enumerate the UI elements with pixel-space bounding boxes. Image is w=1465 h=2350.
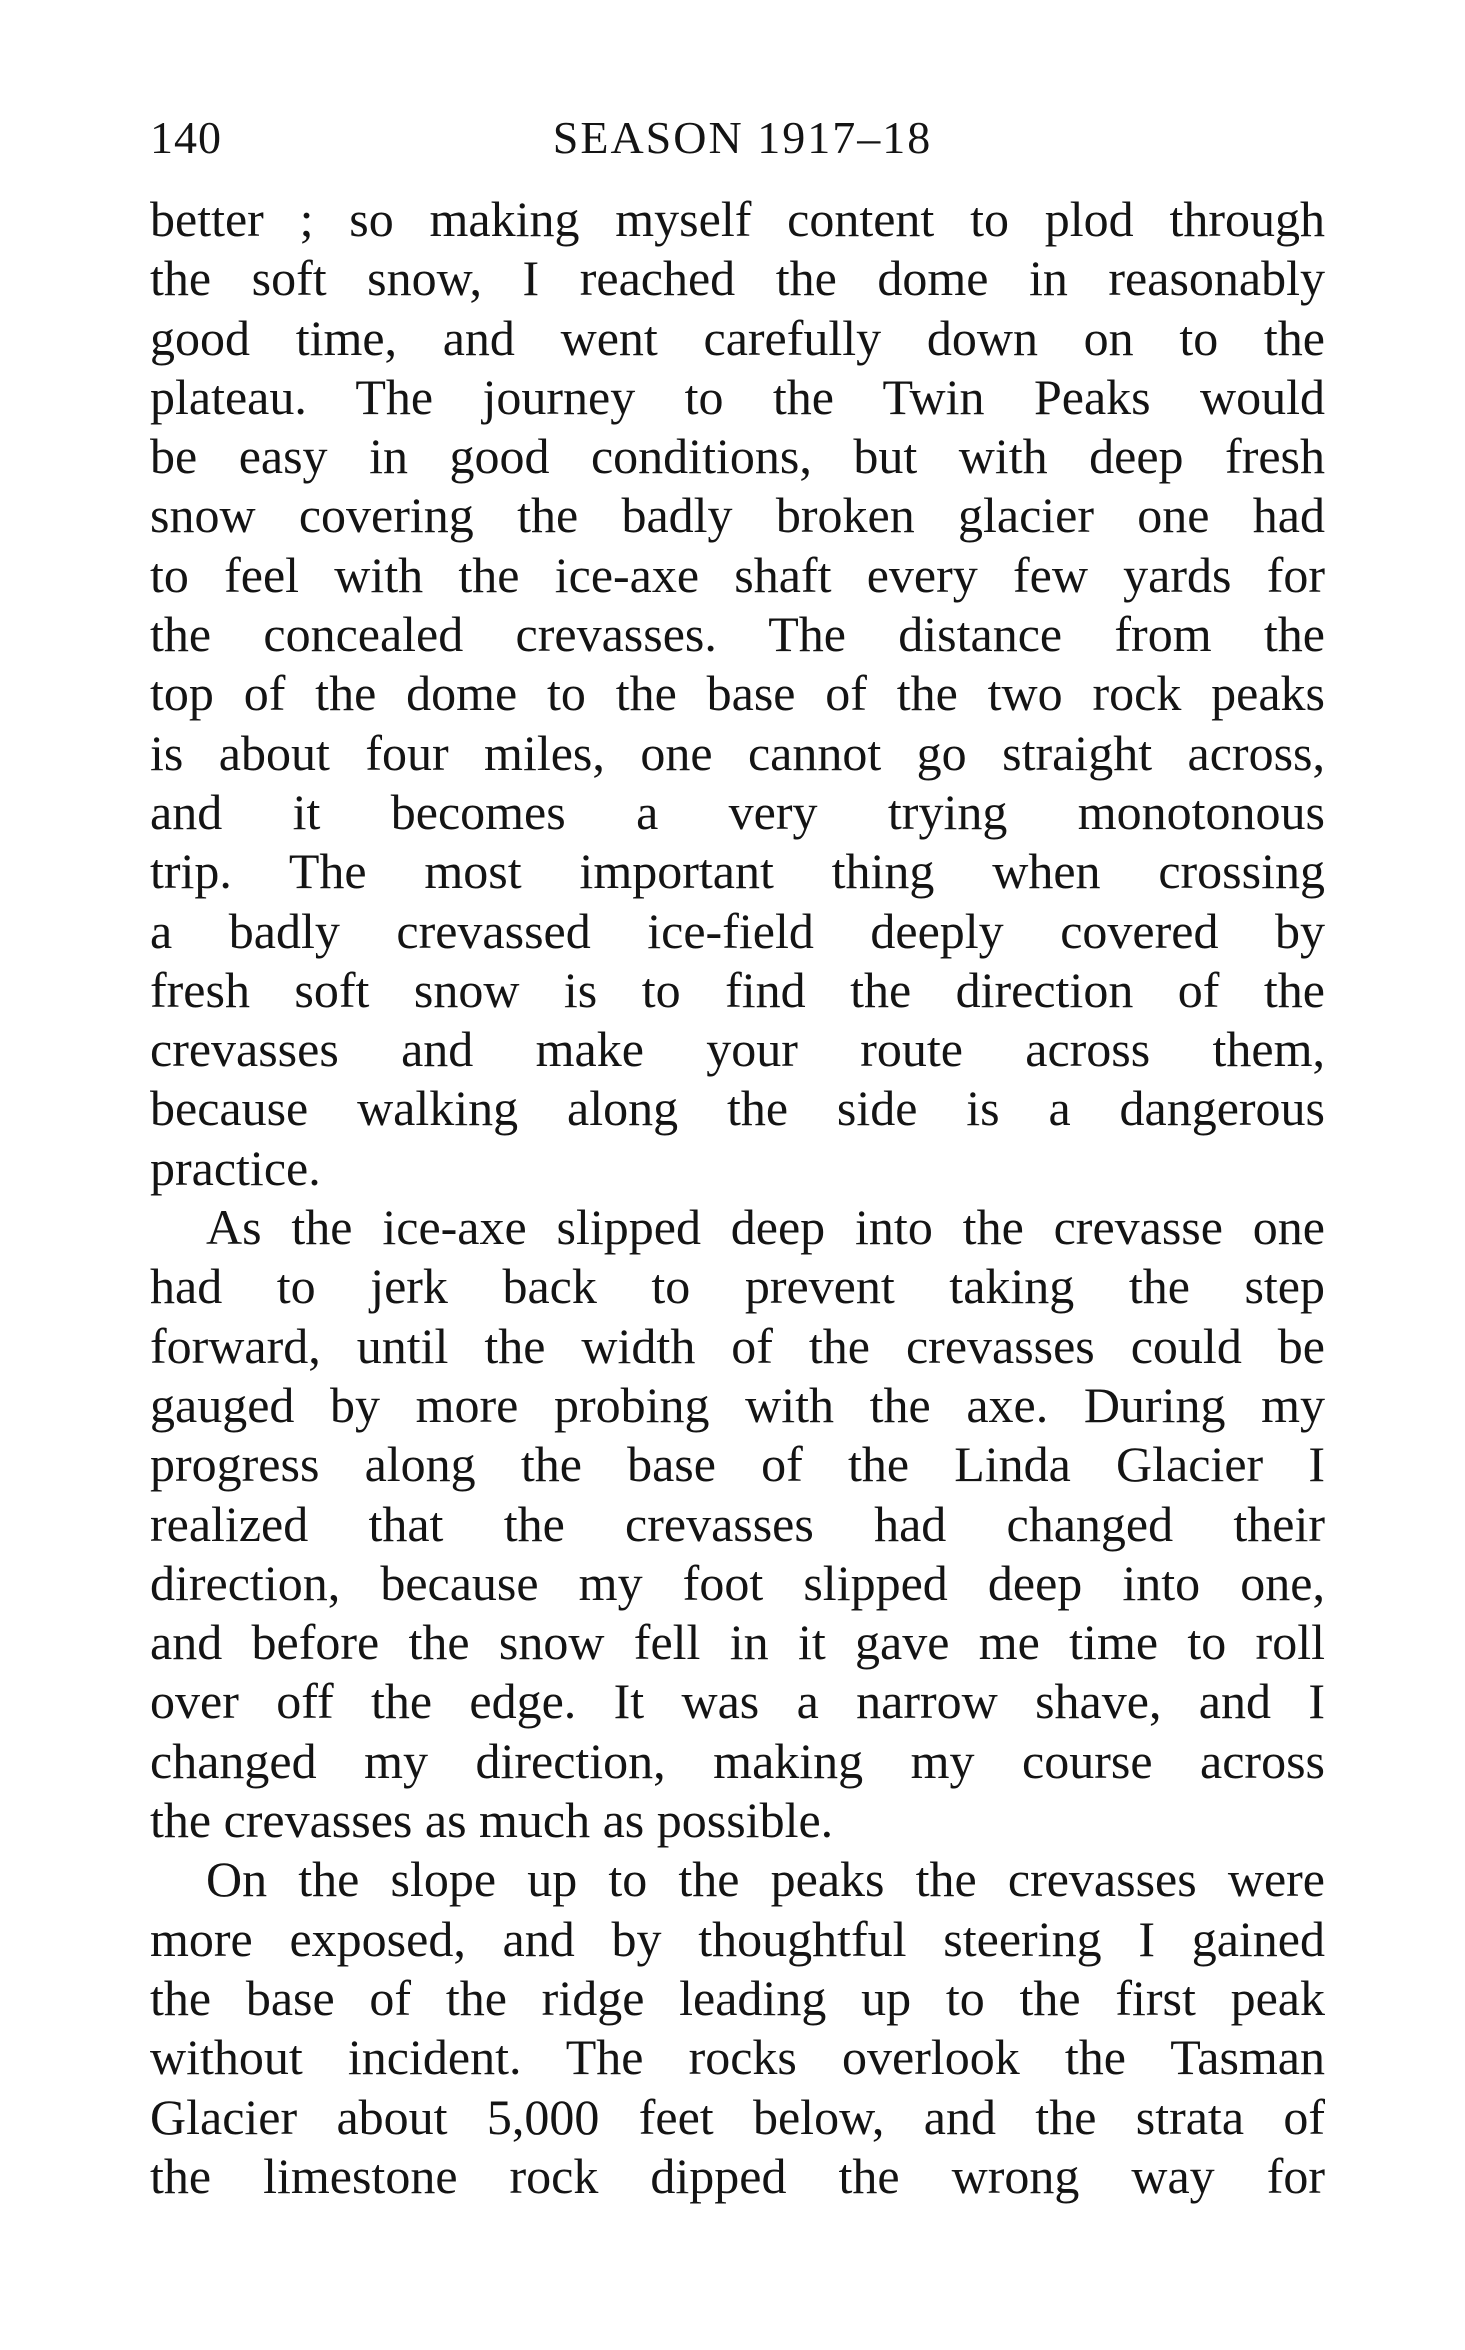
text-line: crevasses and make your route across them, bbox=[150, 1021, 1325, 1078]
paragraph-1 bbox=[150, 190, 1325, 1198]
text-line: without incident. The rocks overlook the Tasman bbox=[150, 2029, 1325, 2086]
text-line: the soft snow, I reached the dome in reasonably bbox=[150, 250, 1325, 307]
text-line: because walking along the side is a dangerous bbox=[150, 1080, 1325, 1137]
text-line: realized that the crevasses had changed their bbox=[150, 1495, 1325, 1552]
text-line: As the ice-axe slipped deep into the crevasse one bbox=[206, 1199, 1325, 1256]
text-line: better ; so making myself content to plod through bbox=[150, 191, 1325, 247]
text-line: and it becomes a very trying monotonous bbox=[150, 783, 1325, 840]
text-line: and before the snow fell in it gave me time to roll bbox=[150, 1614, 1325, 1671]
text-line: be easy in good conditions, but with deep fresh bbox=[150, 428, 1325, 485]
text-line: forward, until the width of the crevasses could be bbox=[150, 1317, 1325, 1374]
body-text bbox=[150, 190, 1325, 2206]
paragraph-2 bbox=[150, 1198, 1325, 1850]
paragraph-3 bbox=[150, 1850, 1325, 2206]
text-line: plateau. The journey to the Twin Peaks would bbox=[150, 368, 1325, 425]
text-line: the concealed crevasses. The distance from the bbox=[150, 606, 1325, 663]
running-head bbox=[150, 103, 1325, 173]
text-line: direction, because my foot slipped deep into one, bbox=[150, 1554, 1325, 1611]
text-line: the crevasses as much as possible. bbox=[150, 1792, 834, 1849]
running-title: SEASON 1917–18 bbox=[552, 112, 933, 163]
text-line: On the slope up to the peaks the crevasses were bbox=[206, 1851, 1325, 1908]
text-line: to feel with the ice-axe shaft every few yards for bbox=[150, 546, 1325, 603]
text-line: good time, and went carefully down on to the bbox=[150, 309, 1325, 366]
text-line: changed my direction, making my course across bbox=[150, 1732, 1325, 1789]
text-line: practice. bbox=[150, 1139, 321, 1196]
text-line: fresh soft snow is to find the direction of the bbox=[150, 961, 1325, 1018]
text-line: trip. The most important thing when crossing bbox=[150, 843, 1325, 900]
page-number: 140 bbox=[150, 112, 222, 163]
text-line: the base of the ridge leading up to the first peak bbox=[150, 1969, 1325, 2026]
text-line: Glacier about 5,000 feet below, and the strata of bbox=[150, 2088, 1325, 2145]
text-line: over off the edge. It was a narrow shave, and I bbox=[150, 1673, 1325, 1730]
text-line: had to jerk back to prevent taking the step bbox=[150, 1258, 1325, 1315]
text-line: more exposed, and by thoughtful steering I gained bbox=[150, 1910, 1325, 1967]
text-line: top of the dome to the base of the two rock peaks bbox=[150, 665, 1325, 722]
text-line: is about four miles, one cannot go straight across, bbox=[150, 724, 1325, 781]
text-line: progress along the base of the Linda Glacier I bbox=[150, 1436, 1325, 1493]
text-line: a badly crevassed ice-field deeply covered by bbox=[150, 902, 1325, 959]
text-line: gauged by more probing with the axe. During my bbox=[150, 1376, 1325, 1433]
text-line: the limestone rock dipped the wrong way for bbox=[150, 2147, 1325, 2204]
text-line: snow covering the badly broken glacier one had bbox=[150, 487, 1325, 544]
